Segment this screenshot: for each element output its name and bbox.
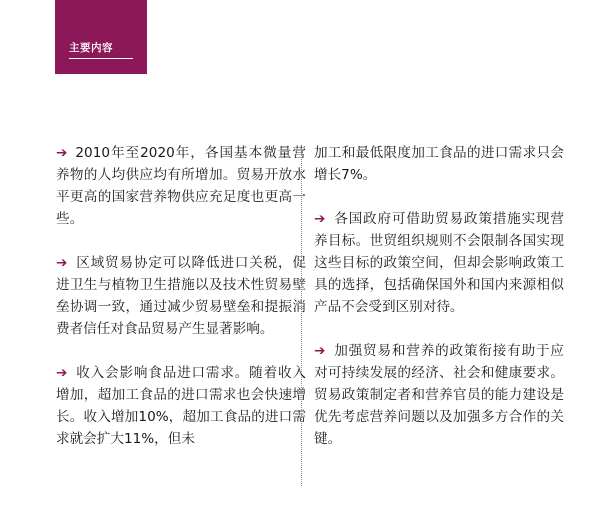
- continued-text: 加工和最低限度加工食品的进口需求只会增长7%。: [314, 145, 564, 183]
- bullet-item: [314, 208, 564, 318]
- arrow-right-icon: ➔: [56, 145, 68, 161]
- column-divider: [301, 148, 302, 486]
- bullet-item: [314, 340, 564, 450]
- bullet-item: [56, 142, 306, 230]
- section-title: 主要内容: [69, 42, 113, 54]
- bullet-text: 加强贸易和营养的政策衔接有助于应对可持续发展的经济、社会和健康要求。贸易政策制定者和营养官员的能力建设是优先考虑营养问题以及加强多方合作的关键。: [314, 343, 564, 447]
- bullet-item: [56, 362, 306, 450]
- left-column: [56, 142, 306, 472]
- right-column: [314, 142, 564, 472]
- arrow-right-icon: ➔: [314, 211, 326, 227]
- section-header: [55, 0, 147, 74]
- arrow-right-icon: ➔: [314, 343, 326, 359]
- bullet-text: 2010年至2020年，各国基本微量营养物的人均供应均有所增加。贸易开放水平更高的国家营养物供应充足度也更高一些。: [56, 145, 306, 227]
- bullet-item: [56, 252, 306, 340]
- header-underline: [69, 58, 133, 59]
- bullet-text: 各国政府可借助贸易政策措施实现营养目标。世贸组织规则不会限制各国实现这些目标的政策空间，但却会影响政策工具的选择，包括确保国外和国内来源相似产品不会受到区别对待。: [314, 211, 564, 315]
- arrow-right-icon: ➔: [56, 255, 68, 271]
- bullet-text: 区域贸易协定可以降低进口关税，促进卫生与植物卫生措施以及技术性贸易壁垒协调一致，通过减少贸易壁垒和提振消费者信任对食品贸易产生显著影响。: [56, 255, 306, 337]
- bullet-text: 收入会影响食品进口需求。随着收入增加，超加工食品的进口需求也会快速增长。收入增加10%，超加工食品的进口需求就会扩大11%，但未: [56, 365, 306, 447]
- arrow-right-icon: ➔: [56, 365, 68, 381]
